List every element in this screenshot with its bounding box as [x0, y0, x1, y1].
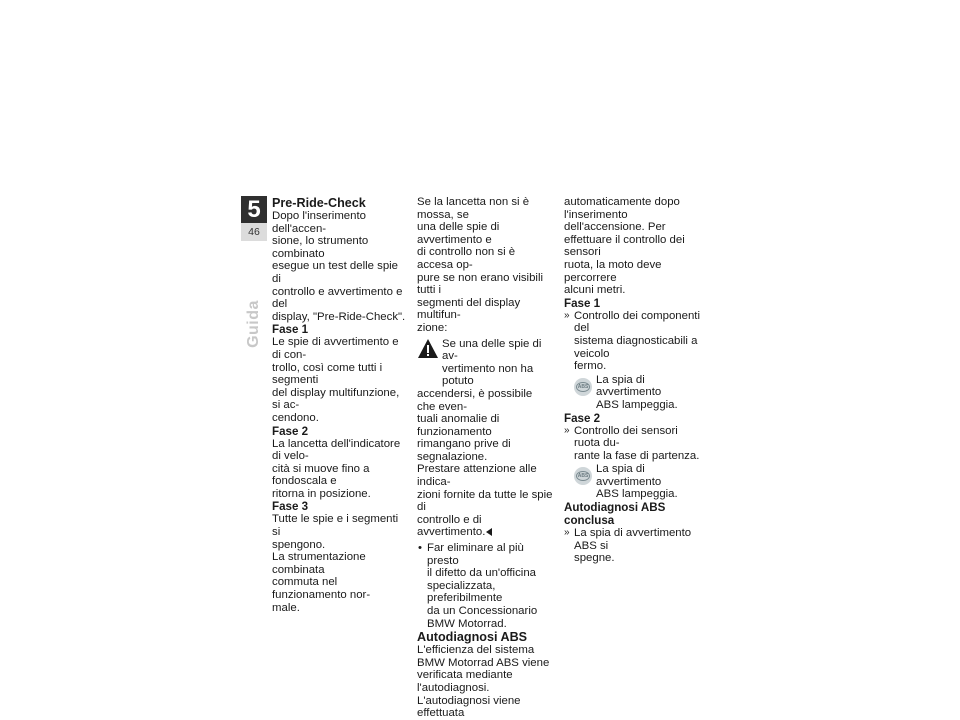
warning-note-first-lines: Se una delle spie di av- vertimento non ha potuto — [442, 337, 542, 388]
step-mark: » — [564, 424, 570, 436]
step-item — [564, 310, 704, 412]
step-mark: » — [564, 527, 570, 539]
lamp-result-text: La spia di avvertimento ABS lampeggia. — [596, 373, 678, 411]
step-item — [564, 527, 704, 565]
heading-autodiagnosi-abs: Autodiagnosi ABS — [417, 630, 528, 645]
bullet-item — [417, 542, 553, 630]
heading-abs-conclusa: Autodiagnosi ABS conclusa — [564, 501, 666, 528]
heading-abs-fase-2: Fase 2 — [564, 411, 601, 425]
end-of-warning-icon — [486, 528, 492, 536]
page-number: 46 — [241, 223, 267, 241]
paragraph-abs: L'efficienza del sistema BMW Motorrad ABS viene verificata mediante l'autodiagnosi. L'autodiagnosi viene effettuata — [417, 644, 550, 720]
warning-note-text: accendersi, è possibile che even- tuali anomalie di funzionamento rimangano prive di segnalazione. Prestare attenzione alle indica- zioni fornite da tutte le spie di controllo e di avvertimento. — [417, 387, 553, 539]
step-text: Controllo dei componenti del sistema diagnosticabili a veicolo fermo. — [574, 309, 701, 373]
warning-triangle-icon — [417, 338, 439, 360]
warning-note — [417, 338, 553, 388]
paragraph-check-failed: Se la lancetta non si è mossa, se una delle spie di avvertimento e di controllo non si è accesa op- pure se non erano visibili tutti i segmenti del display multifun- zione: — [417, 196, 544, 334]
step-text: Controllo dei sensori ruota du- rante la fase di partenza. — [574, 424, 700, 462]
paragraph-fase-3: Tutte le spie e i segmenti si spengono. La strumentazione combinata commuta nel funzionamento nor- male. — [272, 513, 399, 614]
bullet-text: Far eliminare al più presto il difetto da un'officina specializzata, preferibilmente da un Concessionario BMW Motorrad. — [427, 542, 538, 630]
column-3 — [564, 196, 704, 565]
lamp-result — [574, 463, 704, 501]
column-2 — [417, 196, 553, 720]
abs-warning-lamp-icon: ABS — [574, 378, 592, 396]
lamp-result-text: La spia di avvertimento ABS lampeggia. — [596, 463, 678, 501]
abs-warning-lamp-icon: ABS — [574, 467, 592, 485]
heading-fase-3: Fase 3 — [272, 500, 309, 514]
heading-pre-ride-check: Pre-Ride-Check — [272, 196, 366, 210]
bullet-mark: • — [418, 542, 422, 555]
paragraph-intro: Dopo l'inserimento dell'accen- sione, lo strumento combinato esegue un test delle spie di controllo e avvertimento e del display, "Pre-Ride-Check". — [272, 210, 406, 323]
column-1 — [272, 196, 408, 614]
paragraph-fase-2: La lancetta dell'indicatore di velo- cità si muove fino a fondoscala e ritorna in posizione. — [272, 437, 401, 500]
step-mark: » — [564, 309, 570, 321]
heading-abs-fase-1: Fase 1 — [564, 296, 601, 310]
paragraph-abs-continued: automaticamente dopo l'inserimento dell'accensione. Per effettuare il controllo dei sensori ruota, la moto deve percorrere alcuni metri. — [564, 196, 685, 297]
side-section-title: Guida — [245, 300, 262, 348]
lamp-result — [574, 374, 704, 412]
step-text: La spia di avvertimento ABS si spegne. — [574, 527, 692, 565]
paragraph-fase-1: Le spie di avvertimento e di con- trollo, così come tutti i segmenti del display multifunzione, si ac- cendono. — [272, 336, 400, 424]
chapter-tab — [241, 196, 267, 241]
chapter-number: 5 — [247, 196, 261, 223]
heading-fase-1: Fase 1 — [272, 323, 309, 337]
step-item — [564, 425, 704, 502]
heading-fase-2: Fase 2 — [272, 424, 309, 438]
